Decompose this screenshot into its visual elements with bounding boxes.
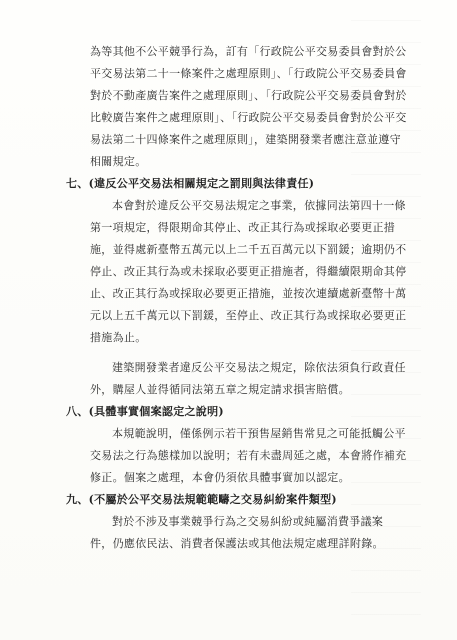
text-line: 措施為止。 (90, 331, 147, 344)
section-heading-7: 七、(違反公平交易法相關規定之罰則與法律責任) (66, 177, 315, 190)
text-line: 交易法之行為態樣加以說明；若有未盡周延之處，本會將作補充 (90, 449, 407, 462)
section-heading-9: 九、(不屬於公平交易法規範範疇之交易糾紛案件類型) (66, 493, 337, 506)
text-line: 施，並得處新臺幣五萬元以上二千五百萬元以下罰鍰；逾期仍不 (90, 243, 407, 256)
text-line: 為等其他不公平競爭行為，訂有「行政院公平交易委員會對於公 (90, 45, 407, 58)
text-line: 第一項規定，得限期命其停止、改正其行為或採取必要更正措 (90, 221, 396, 234)
text-line: 件，仍應依民法、消費者保護法或其他法規定處理詳附錄。 (90, 537, 384, 550)
text-line: 本會對於違反公平交易法規定之事業，依據同法第四十一條 (112, 199, 406, 212)
text-line: 相關規定。 (90, 155, 147, 168)
text-line: 建築開發業者違反公平交易法之規定，除依法須負行政責任 (112, 361, 406, 374)
text-line: 外，購屋人並得循同法第五章之規定請求損害賠償。 (90, 383, 350, 396)
text-line: 易法第二十四條案件之處理原則」，建築開發業者應注意並遵守 (90, 133, 401, 146)
text-line: 停止、改正其行為或未採取必要更正措施者，得繼續限期命其停 (90, 265, 407, 278)
text-line: 對於不涉及事業競爭行為之交易糾紛或純屬消費爭議案 (112, 515, 384, 528)
text-line: 修正。個案之處理，本會仍須依具體事實加以認定。 (90, 471, 350, 484)
text-line: 對於不動產廣告案件之處理原則」、「行政院公平交易委員會對於 (90, 89, 407, 102)
text-line: 本規範說明，僅係例示若干預售屋銷售常見之可能抵觸公平 (112, 427, 406, 440)
text-line: 比較廣告案件之處理原則」、「行政院公平交易委員會對於公平交 (90, 111, 407, 124)
text-line: 元以上五千萬元以下罰鍰，至停止、改正其行為或採取必要更正 (90, 309, 407, 322)
text-line: 止、改正其行為或採取必要更正措施，並按次連續處新臺幣十萬 (90, 287, 407, 300)
text-line: 平交易法第二十一條案件之處理原則」、「行政院公平交易委員會 (90, 67, 407, 80)
section-heading-8: 八、(具體事實個案認定之說明) (66, 405, 224, 418)
